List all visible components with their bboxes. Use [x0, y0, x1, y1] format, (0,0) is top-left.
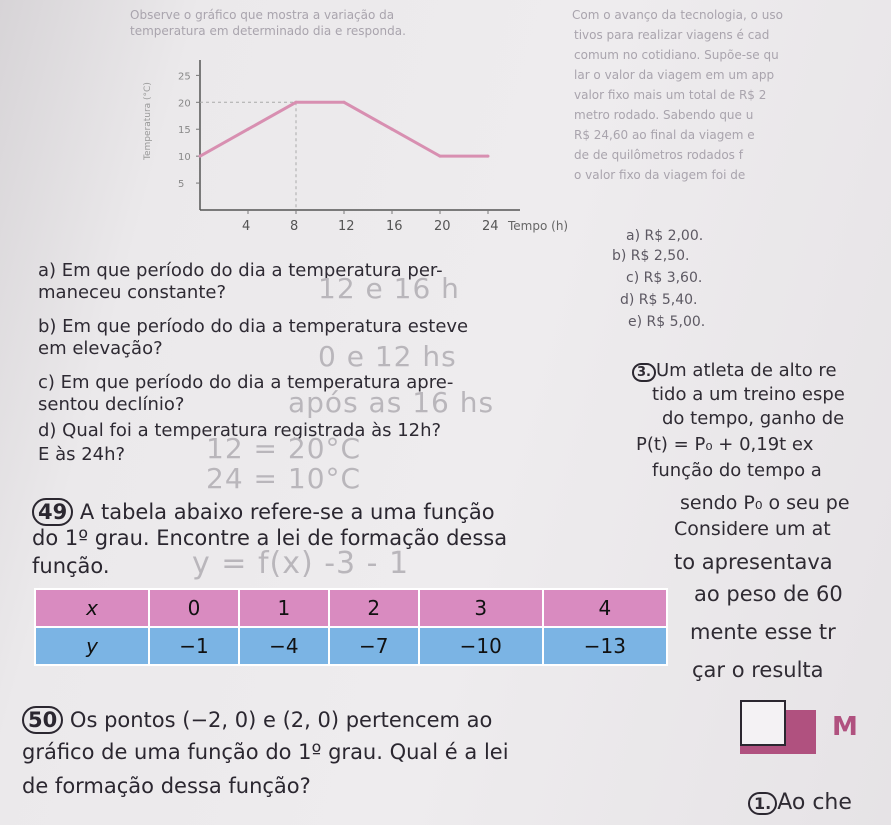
- handwritten-answer-b: 0 e 12 hs: [318, 340, 457, 373]
- y-tick-label: 25: [178, 71, 191, 83]
- q3-formula: P(t) = P₀ + 0,19t ex: [636, 434, 814, 455]
- table-cell: −4: [239, 627, 329, 665]
- option-e: e) R$ 5,00.: [628, 314, 706, 330]
- table-row-y: [35, 627, 667, 665]
- q50-line3: de formação dessa função?: [22, 774, 311, 798]
- q3-text: Um atleta de alto re: [655, 360, 837, 381]
- option-b: b) R$ 2,50.: [612, 248, 690, 264]
- x-axis-label: Tempo (h): [508, 219, 569, 233]
- function-table: [34, 588, 668, 666]
- q49-line2: do 1º grau. Encontre a lei de formação dessa: [32, 526, 508, 550]
- q3-line3: do tempo, ganho de: [662, 408, 845, 429]
- temperature-line: [200, 102, 488, 156]
- question-a-cont: maneceu constante?: [38, 282, 227, 303]
- right-text-line: de de quilômetros rodados f: [574, 148, 743, 162]
- q3-line8: ao peso de 60: [694, 582, 843, 606]
- right-text-line: metro rodado. Sabendo que u: [574, 108, 754, 122]
- table-cell: 1: [239, 589, 329, 627]
- data-point: [247, 128, 250, 131]
- q48-intro-line1: Observe o gráfico que mostra a variação da: [130, 8, 395, 22]
- table-cell: −7: [329, 627, 419, 665]
- data-point: [199, 155, 202, 158]
- q3-number: 3.: [632, 363, 656, 382]
- x-tick-label: 4: [242, 219, 251, 234]
- question-c: c) Em que período do dia a temperatura apre-: [38, 372, 454, 393]
- q3-line10: çar o resulta: [692, 658, 824, 682]
- q49-line1: [32, 498, 495, 526]
- data-point: [343, 101, 346, 104]
- right-text-line: o valor fixo da viagem foi de: [574, 168, 746, 182]
- y-tick-label: 10: [178, 152, 191, 164]
- y-axis-label: Temperatura (°C): [143, 82, 153, 160]
- right-text-line: tivos para realizar viagens é cad: [574, 28, 770, 42]
- q49-text: A tabela abaixo refere-se a uma função: [79, 500, 495, 524]
- q3-line2: tido a um treino espe: [652, 384, 845, 405]
- q3-line1: [632, 360, 837, 382]
- x-tick-label: 8: [290, 219, 299, 234]
- q3-line7: to apresentava: [674, 550, 833, 574]
- q3-line4: função do tempo a: [652, 460, 822, 481]
- table-cell: x: [35, 589, 149, 627]
- question-b-cont: em elevação?: [38, 338, 163, 359]
- question-d-cont: E às 24h?: [38, 444, 126, 465]
- q49-number: 49: [32, 498, 73, 526]
- question-a: a) Em que período do dia a temperatura per-: [38, 260, 443, 281]
- x-tick-label: 20: [434, 219, 451, 234]
- table-row-x: [35, 589, 667, 627]
- table-cell: 0: [149, 589, 239, 627]
- section-letter: M: [832, 712, 858, 742]
- handwritten-answer-c: após as 16 hs: [288, 386, 495, 419]
- y-tick-label: 5: [178, 179, 185, 191]
- option-c: c) R$ 3,60.: [626, 270, 703, 286]
- data-point: [439, 155, 442, 158]
- option-d: d) R$ 5,40.: [620, 292, 698, 308]
- question-d: d) Qual foi a temperatura registrada às 12h?: [38, 420, 442, 441]
- temperature-chart: [130, 60, 580, 250]
- question-b: b) Em que período do dia a temperatura esteve: [38, 316, 469, 337]
- handwritten-answer-d2: 24 = 10°C: [206, 462, 362, 495]
- data-point: [295, 101, 298, 104]
- data-point: [391, 128, 394, 131]
- q1-number: 1.: [748, 792, 777, 815]
- q48-intro-line2: temperatura em determinado dia e responda.: [130, 24, 406, 38]
- q49-line3: função.: [32, 554, 110, 578]
- right-text-line: R$ 24,60 ao final da viagem e: [574, 128, 755, 142]
- x-tick-label: 16: [386, 219, 403, 234]
- table-cell: −10: [419, 627, 543, 665]
- handwritten-answer-d1: 12 = 20°C: [206, 432, 362, 465]
- y-tick-label: 15: [178, 125, 191, 137]
- right-text-line: lar o valor da viagem em um app: [574, 68, 775, 82]
- q3-line9: mente esse tr: [690, 620, 836, 644]
- table-cell: −13: [543, 627, 667, 665]
- option-a: a) R$ 2,00.: [626, 228, 704, 244]
- table-cell: −1: [149, 627, 239, 665]
- q3-line6: Considere um at: [674, 518, 831, 540]
- decorative-square: [740, 700, 786, 746]
- y-tick-label: 20: [178, 98, 191, 110]
- q50-line1: [22, 706, 492, 734]
- right-text-line: comum no cotidiano. Supõe-se qu: [574, 48, 779, 62]
- table-cell: y: [35, 627, 149, 665]
- right-text-line: Com o avanço da tecnologia, o uso: [572, 8, 783, 22]
- question-c-cont: sentou declínio?: [38, 394, 185, 415]
- q50-text: Os pontos (−2, 0) e (2, 0) pertencem ao: [69, 708, 493, 732]
- handwritten-answer-49: y = f(x) -3 - 1: [192, 546, 410, 581]
- q1-line: [748, 790, 852, 815]
- q50-number: 50: [22, 706, 63, 734]
- handwritten-answer-a: 12 e 16 h: [318, 272, 460, 305]
- x-tick-label: 24: [482, 219, 499, 234]
- q50-line2: gráfico de uma função do 1º grau. Qual é a lei: [22, 740, 509, 764]
- table-cell: 2: [329, 589, 419, 627]
- table-cell: 3: [419, 589, 543, 627]
- x-tick-label: 12: [338, 219, 355, 234]
- q3-line5: sendo P₀ o seu pe: [680, 492, 850, 514]
- table-cell: 4: [543, 589, 667, 627]
- data-point: [487, 155, 490, 158]
- q1-text: Ao che: [777, 790, 852, 815]
- right-text-line: valor fixo mais um total de R$ 2: [574, 88, 767, 102]
